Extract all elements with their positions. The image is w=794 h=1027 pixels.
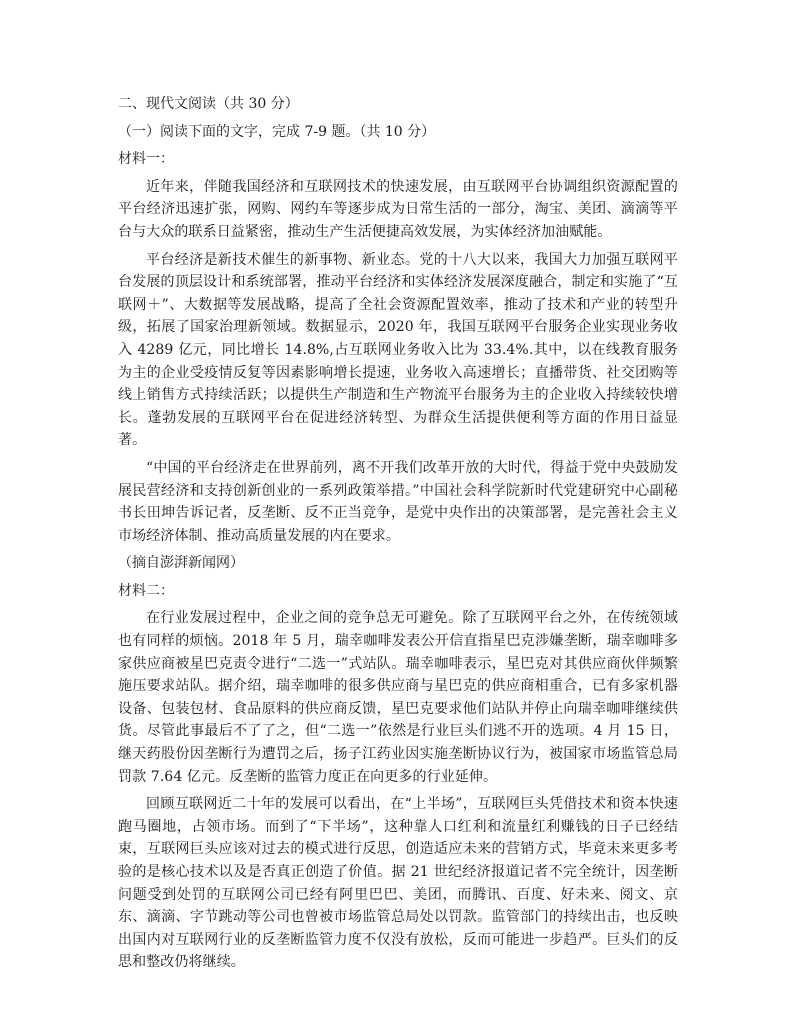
document-page [118, 93, 678, 979]
subsection-title: （一）阅读下面的文字，完成 7-9 题。（共 10 分） [118, 123, 436, 140]
material1-paragraph-1: 近年来，伴随我国经济和互联网技术的快速发展，由互联网平台协调组织资源配置的平台经济迅速扩张，网购、网约车等逐步成为日常生活的一部分，淘宝、美团、滴滴等平台与大众的联系日益紧密，推动生产生活便捷高效发展，为实体经济加油赋能。 [118, 178, 678, 240]
material2-label: 材料二： [118, 582, 174, 599]
material1-paragraph-3: “中国的平台经济走在世界前列，离不开我们改革开放的大时代，得益于党中央鼓励发展民营经济和支持创新创业的一系列政策举措。”中国社会科学院新时代党建研究中心副秘书长田坤告诉记者，反垄断、反不正当竞争，是党中央作出的决策部署，是完善社会主义市场经济体制、推动高质量发展的内在要求。 [118, 459, 678, 544]
material2-paragraph-2: 回顾互联网近二十年的发展可以看出，在“上半场”，互联网巨头凭借技术和资本快速跑马圈地，占领市场。而到了“下半场”，这种靠人口红利和流量红利赚钱的日子已经结束，互联网巨头应该对过去的模式进行反思，创造适应未来的营销方式，毕竟未来更多考验的是核心技术以及是否真正创造了价值。据 21 世纪经济报道记者不完全统计，因垄断问题受到处罚的互联网公司已经有阿里巴巴、美团，而腾讯、百度、好未来、阅文、京东、滴滴、字节跳动等公司也曾被市场监管总局处以罚款。监管部门的持续出击，也反映出国内对互联网行业的反垄断监管力度不仅没有放松，反而可能进一步趋严。巨头们的反思和整改仍将继续。 [118, 796, 678, 971]
material2-paragraph-1: 在行业发展过程中，企业之间的竞争总无可避免。除了互联网平台之外，在传统领域也有同样的烦恼。2018 年 5 月，瑞幸咖啡发表公开信直指星巴克涉嫌垄断，瑞幸咖啡多家供应商被星巴克责令进行“二选一”式站队。瑞幸咖啡表示，星巴克对其供应商伙伴频繁施压要求站队。据介绍，瑞幸咖啡的很多供应商与星巴克的供应商相重合，已有多家机器设备、包装包材、食品原料的供应商反馈，星巴克要求他们站队并停止向瑞幸咖啡继续供货。尽管此事最后不了了之，但“二选一”依然是行业巨头们逃不开的选项。4 月 15 日，继天药股份因垄断行为遭罚之后，扬子江药业因实施垄断协议行为，被国家市场监管总局罚款 7.64 亿元。反垄断的监管力度正在向更多的行业延伸。 [118, 610, 678, 785]
material1-paragraph-2: 平台经济是新技术催生的新事物、新业态。党的十八大以来，我国大力加强互联网平台发展的顶层设计和系统部署，推动平台经济和实体经济发展深度融合，制定和实施了“互联网＋”、大数据等发展战略，提高了全社会资源配置效率，推动了技术和产业的转型升级，拓展了国家治理新领域。数据显示，2020 年，我国互联网平台服务企业实现业务收入 4289 亿元，同比增长 14.8%,占互联网业务收入比为 33.4%.其中，以在线教育服务为主的企业受疫情反复等因素影响增长提速，业务收入高速增长；直播带货、社交团购等线上销售方式持续活跃；以提供生产制造和生产物流平台服务为主的企业收入持续较快增长。蓬勃发展的互联网平台在促进经济转型、为群众生活提供便利等方面的作用日益显著。 [118, 251, 678, 449]
section-title: 二、现代文阅读（共 30 分） [118, 96, 299, 112]
material1-label: 材料一： [118, 151, 174, 168]
material1-source: （摘自澎湃新闻网） [118, 555, 244, 572]
